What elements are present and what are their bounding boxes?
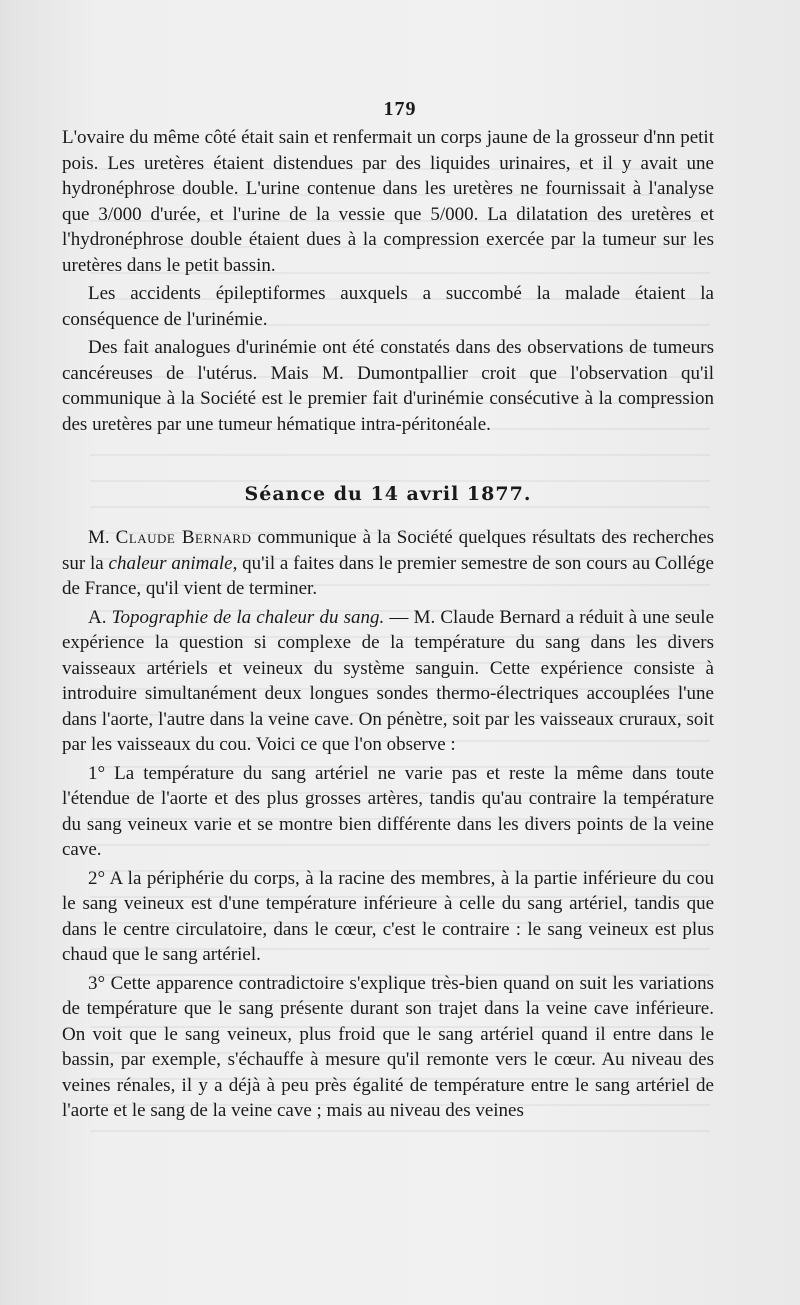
page-body	[62, 125, 714, 1127]
paragraph-claude-bernard	[62, 525, 714, 602]
text-segment: — M. Claude Bernard a réduit à une seule expérience la question si complexe de la température du sang dans les divers vaisseaux artériels et veineux du système sanguin. Cette expérience consiste à introduire simultanément deux longues sondes thermo-électriques accouplées l'une dans l'aorte, l'autre dans la veine cave. On pénètre, soit par les vaisseaux cruraux, soit par les vaisseaux du cou. Voici ce que l'on observe :	[62, 606, 715, 755]
section-letter: A.	[88, 606, 112, 628]
paragraph-accidents: Les accidents épileptiformes auxquels a succombé la malade étaient la conséquence de l'urinémie.	[62, 283, 714, 330]
paragraph-point-2: 2° A la périphérie du corps, à la racine des membres, à la partie inférieure du cou le sang veineux est d'une température inférieure à celle du sang artériel, tandis que dans le centre circulatoire, dans le cœur, c'est le contraire : le sang veineux est plus chaud que le sang artériel.	[62, 867, 714, 965]
session-heading: Séance du 14 avril 1877.	[244, 483, 532, 505]
text-segment: M.	[88, 527, 116, 548]
author-name: Claude Bernard	[115, 527, 252, 548]
paragraph-point-1: 1° La température du sang artériel ne varie pas et reste la même dans toute l'étendue de l'aorte et des plus grosses artères, tandis qu'au contraire la température du sang veineux varie et se montre bien différente dans les divers points de la veine cave.	[62, 762, 714, 860]
paragraph-ovaire: L'ovaire du même côté était sain et renfermait un corps jaune de la grosseur d'nn petit pois. Les uretères étaient distendues par des liquides urinaires, et il y avait une hydronéphrose double. L'urine contenue dans les uretères ne fournissait à l'analyse que 3/000 d'urée, et l'urine de la vessie que 5/000. La dilatation des uretères et l'hydronéphrose double étaient dues à la compression exercée par la tumeur sur les uretères dans le petit bassin.	[62, 127, 714, 276]
emphasis-chaleur-animale: chaleur animale	[108, 552, 233, 574]
text-segment: communique à la Société quelques résultats des recherches sur la	[62, 527, 715, 574]
paragraph-point-3: 3° Cette apparence contradictoire s'explique très-bien quand on suit les variations de température que le sang présente durant son trajet dans la veine cave inférieure. On voit que le sang veineux, plus froid que le sang artériel quand il entre dans le bassin, par exemple, s'échauffe à mesure qu'il remonte vers le cœur. Au niveau des veines rénales, il y a déjà à peu près égalité de température entre le sang artériel de l'aorte et le sang de la veine cave ; mais au niveau des veines	[62, 972, 714, 1121]
page-number: 179	[383, 98, 417, 120]
paragraph-topographie	[62, 605, 714, 758]
text-segment: , qu'il a faites dans le premier semestre de son cours au Collége de France, qu'il vient de terminer.	[62, 552, 714, 599]
section-title: Topographie de la chaleur du sang.	[111, 606, 385, 628]
paragraph-analogues: Des fait analogues d'urinémie ont été constatés dans des observations de tumeurs cancéreuses de l'utérus. Mais M. Dumontpallier croit que l'observation qu'il communique à la Société est le premier fait d'urinémie consécutive à la compression des uretères par une tumeur hématique intra-péritonéale.	[62, 337, 714, 435]
